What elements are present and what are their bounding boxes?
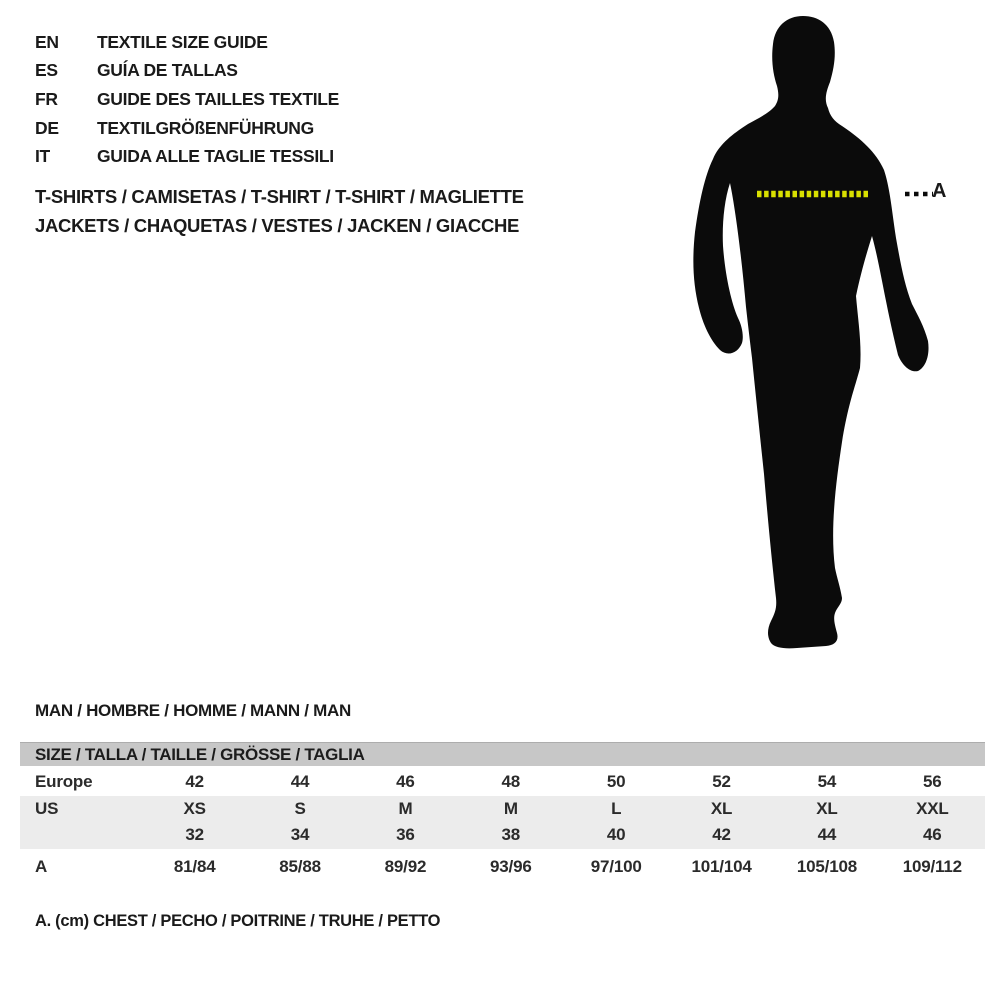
size-cell: 44 [817,825,837,845]
table-row-numeric [20,822,985,849]
size-cell: 105/108 [796,856,857,876]
language-code: ES [35,60,58,81]
category-jackets: JACKETS / CHAQUETAS / VESTES / JACKEN / GIACCHE [35,215,520,236]
size-cell: L [611,798,622,818]
size-cell: 89/92 [384,856,427,876]
size-cell: 44 [290,772,310,792]
measurement-footnote: A. (cm) CHEST / PECHO / POITRINE / TRUHE / PETTO [35,912,441,930]
language-code: IT [35,146,50,167]
striped-rows [20,796,985,849]
size-cell: 52 [712,772,731,792]
size-cell: 32 [185,825,204,845]
size-cell: XL [710,798,733,818]
category-block [35,182,524,240]
size-cell: 34 [290,825,310,845]
language-row-es [35,57,339,86]
size-cell: XL [816,798,838,818]
size-cell: 101/104 [691,856,752,876]
size-cell: 97/100 [590,856,642,876]
size-cell: 109/112 [902,856,962,876]
size-cell: 36 [396,825,415,845]
category-tshirts: T-SHIRTS / CAMISETAS / T-SHIRT / T-SHIRT / MAGLIETTE [35,186,524,207]
language-title: TEXTILE SIZE GUIDE [97,31,268,52]
size-cell: 46 [923,825,942,845]
size-cell: S [294,798,306,818]
size-cell: 56 [923,772,942,792]
man-figure [690,12,945,660]
size-cell: 81/84 [173,856,216,876]
language-title: GUIDA ALLE TAGLIE TESSILI [97,146,334,167]
size-table-rows [20,769,985,881]
size-cell: 50 [606,772,626,792]
language-row-fr [35,85,339,114]
size-cell: XS [183,798,206,818]
row-label: Europe [35,772,93,792]
language-row-de [35,114,339,143]
table-row-us [20,796,985,823]
language-legend [35,28,339,171]
size-cell: M [503,798,518,818]
chest-measure-label: A [932,180,947,202]
language-code: EN [35,31,59,52]
row-label: US [35,798,59,818]
size-cell: 40 [606,825,626,845]
size-table-header: SIZE / TALLA / TAILLE / GRÖSSE / TAGLIA [35,744,365,764]
size-cell: 46 [396,772,415,792]
size-cell: 48 [501,772,521,792]
language-title: GUIDE DES TAILLES TEXTILE [97,88,340,109]
language-code: FR [35,88,58,109]
size-table-header-band [20,742,985,766]
table-row-chest [20,853,985,881]
language-row-it [35,142,339,171]
size-cell: M [398,798,413,818]
table-row-europe [20,769,985,796]
language-title: TEXTILGRÖßENFÜHRUNG [97,117,314,138]
size-cell: 93/96 [490,856,532,876]
language-code: DE [35,117,59,138]
size-cell: 42 [185,772,204,792]
table-title: MAN / HOMBRE / HOMME / MANN / MAN [35,701,351,720]
row-label: A [35,856,48,876]
man-silhouette-path [693,16,928,648]
language-title: GUÍA DE TALLAS [97,60,238,81]
size-cell: XXL [916,798,949,818]
size-table [20,742,985,881]
size-cell: 54 [817,772,837,792]
man-silhouette [690,12,945,660]
language-row-en [35,28,339,57]
size-cell: 38 [501,825,521,845]
size-cell: 42 [712,825,731,845]
size-cell: 85/88 [279,856,321,876]
